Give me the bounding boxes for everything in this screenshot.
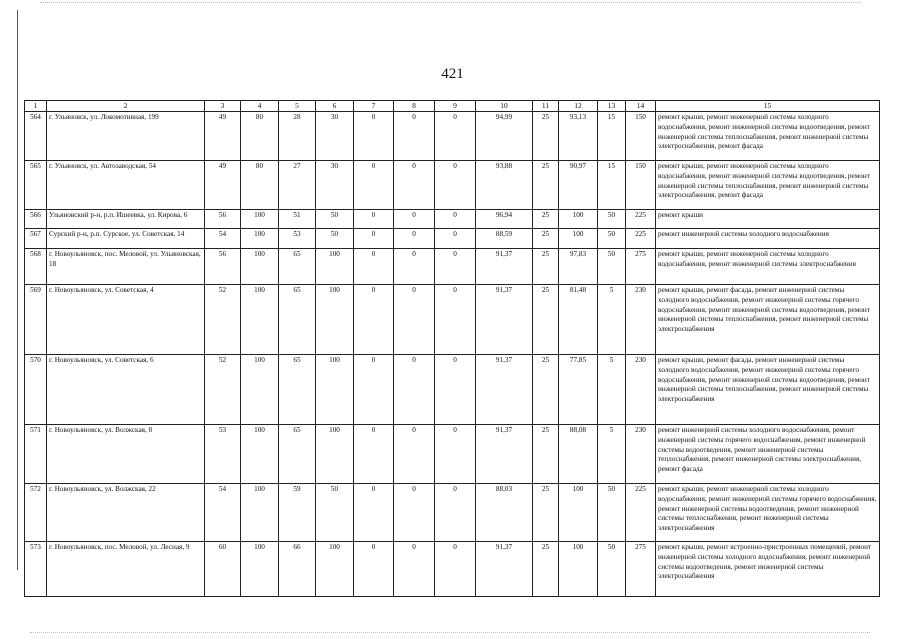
value-cell: 0 [435,425,476,484]
value-cell: 50 [316,484,354,542]
value-cell: 94,99 [476,112,533,161]
value-cell: 0 [394,112,435,161]
column-header: 5 [279,101,316,112]
value-cell: 100 [316,542,354,597]
column-header: 15 [656,101,880,112]
value-cell: 88,59 [476,229,533,249]
works-cell: ремонт инженерной системы холодного водоснабжения, ремонт инженерной системы горячего водоснабжения, ремонт инженерной системы водоотведения, ремонт инженерной системы теплоснабжения, ремонт инженерной системы электроснабжения, ремонт фасада [656,425,880,484]
value-cell: 0 [394,210,435,229]
value-cell: 25 [533,285,559,355]
address-cell: г. Новоульяновск, пос. Меловой, ул. Ульяновская, 18 [47,249,205,285]
works-cell: ремонт крыши, ремонт фасада, ремонт инженерной системы холодного водоснабжения, ремонт инженерной системы горячего водоснабжения, ремонт инженерной системы водоотведения, ремонт инженерной системы теплоснабжения, ремонт инженерной системы электроснабжения [656,285,880,355]
value-cell: 25 [533,249,559,285]
value-cell: 0 [394,542,435,597]
address-cell: г. Новоульяновск, ул. Советская, 4 [47,285,205,355]
works-cell: ремонт крыши [656,210,880,229]
value-cell: 96,94 [476,210,533,229]
value-cell: 225 [626,229,656,249]
value-cell: 52 [205,285,241,355]
value-cell: 50 [316,210,354,229]
value-cell: 0 [394,285,435,355]
row-number: 567 [25,229,47,249]
value-cell: 51 [279,210,316,229]
works-cell: ремонт крыши, ремонт инженерной системы холодного водоснабжения, ремонт инженерной системы электроснабжения [656,249,880,285]
value-cell: 90,97 [559,161,598,210]
value-cell: 25 [533,112,559,161]
table-row [25,484,880,542]
value-cell: 0 [354,249,394,285]
value-cell: 275 [626,249,656,285]
header-row [25,101,880,112]
value-cell: 77,85 [559,355,598,425]
value-cell: 100 [316,425,354,484]
value-cell: 54 [205,484,241,542]
value-cell: 0 [354,229,394,249]
row-number: 573 [25,542,47,597]
value-cell: 100 [241,542,279,597]
value-cell: 275 [626,542,656,597]
row-number: 571 [25,425,47,484]
value-cell: 230 [626,425,656,484]
value-cell: 56 [205,210,241,229]
address-cell: г. Новоульяновск, пос. Меловой, ул. Лесная, 9 [47,542,205,597]
column-header: 4 [241,101,279,112]
value-cell: 28 [279,112,316,161]
value-cell: 0 [435,355,476,425]
column-header: 6 [316,101,354,112]
value-cell: 81,48 [559,285,598,355]
column-header: 12 [559,101,598,112]
value-cell: 0 [435,542,476,597]
address-cell: г. Ульяновск, ул. Автозаводская, 54 [47,161,205,210]
column-header: 9 [435,101,476,112]
value-cell: 53 [279,229,316,249]
table-row [25,112,880,161]
value-cell: 5 [598,425,626,484]
row-number: 564 [25,112,47,161]
address-cell: г. Ульяновск, ул. Локомотивная, 199 [47,112,205,161]
value-cell: 100 [241,425,279,484]
value-cell: 93,13 [559,112,598,161]
value-cell: 91,37 [476,249,533,285]
row-number: 566 [25,210,47,229]
value-cell: 80 [241,112,279,161]
value-cell: 88,08 [559,425,598,484]
value-cell: 56 [205,249,241,285]
value-cell: 0 [354,161,394,210]
value-cell: 0 [354,484,394,542]
value-cell: 91,37 [476,425,533,484]
value-cell: 100 [559,542,598,597]
value-cell: 0 [435,210,476,229]
data-table [24,100,880,597]
value-cell: 150 [626,161,656,210]
column-header: 2 [47,101,205,112]
column-header: 13 [598,101,626,112]
column-header: 7 [354,101,394,112]
value-cell: 50 [316,229,354,249]
value-cell: 0 [435,161,476,210]
value-cell: 25 [533,542,559,597]
row-number: 569 [25,285,47,355]
value-cell: 0 [435,229,476,249]
value-cell: 5 [598,355,626,425]
value-cell: 27 [279,161,316,210]
table-row [25,285,880,355]
address-cell: г. Новоульяновск, ул. Волжская, 8 [47,425,205,484]
column-header: 8 [394,101,435,112]
value-cell: 15 [598,112,626,161]
value-cell: 100 [241,210,279,229]
row-number: 572 [25,484,47,542]
value-cell: 50 [598,484,626,542]
value-cell: 93,88 [476,161,533,210]
address-cell: Сурский р-н, р.п. Сурское, ул. Советская, 14 [47,229,205,249]
table-row [25,355,880,425]
works-cell: ремонт крыши, ремонт инженерной системы холодного водоснабжения, ремонт инженерной системы горячего водоснабжения, ремонт инженерной системы водоотведения, ремонт инженерной системы теплоснабжения, ремонт инженерной системы электроснабжения [656,484,880,542]
table-row [25,425,880,484]
value-cell: 0 [394,484,435,542]
value-cell: 0 [354,285,394,355]
value-cell: 0 [394,425,435,484]
value-cell: 65 [279,285,316,355]
value-cell: 100 [241,484,279,542]
value-cell: 25 [533,229,559,249]
row-number: 565 [25,161,47,210]
value-cell: 25 [533,484,559,542]
value-cell: 65 [279,425,316,484]
column-header: 11 [533,101,559,112]
column-header: 14 [626,101,656,112]
scan-edge-bottom [30,632,870,633]
scan-edge-top [40,2,860,3]
value-cell: 100 [316,355,354,425]
value-cell: 100 [316,249,354,285]
value-cell: 80 [241,161,279,210]
value-cell: 100 [241,249,279,285]
value-cell: 30 [316,161,354,210]
table-row [25,229,880,249]
value-cell: 53 [205,425,241,484]
value-cell: 25 [533,355,559,425]
page-number: 421 [441,66,464,82]
value-cell: 0 [435,285,476,355]
works-cell: ремонт крыши, ремонт инженерной системы холодного водоснабжения, ремонт инженерной системы водоотведения, ремонт инженерной системы теплоснабжения, ремонт инженерной системы электроснабжения, ремонт фасада [656,112,880,161]
works-cell: ремонт крыши, ремонт встроенно-пристроенных помещений, ремонт инженерной системы холодного водоснабжения, ремонт инженерной системы водоотведения, ремонт инженерной системы электроснабжения [656,542,880,597]
value-cell: 50 [598,249,626,285]
value-cell: 0 [354,425,394,484]
value-cell: 97,83 [559,249,598,285]
value-cell: 100 [559,210,598,229]
value-cell: 54 [205,229,241,249]
value-cell: 230 [626,285,656,355]
value-cell: 230 [626,355,656,425]
column-header: 10 [476,101,533,112]
value-cell: 25 [533,161,559,210]
address-cell: г. Новоульяновск, ул. Советская, 6 [47,355,205,425]
value-cell: 0 [354,542,394,597]
value-cell: 50 [598,542,626,597]
value-cell: 0 [354,355,394,425]
value-cell: 91,37 [476,542,533,597]
address-cell: Ульяновский р-н, р.п. Ишеевка, ул. Кирова, 6 [47,210,205,229]
value-cell: 91,37 [476,355,533,425]
value-cell: 50 [598,210,626,229]
value-cell: 0 [354,210,394,229]
table-row [25,161,880,210]
value-cell: 0 [394,355,435,425]
value-cell: 25 [533,425,559,484]
value-cell: 59 [279,484,316,542]
column-header: 3 [205,101,241,112]
value-cell: 25 [533,210,559,229]
value-cell: 88,03 [476,484,533,542]
table-row [25,249,880,285]
value-cell: 100 [241,285,279,355]
table-row [25,542,880,597]
table-row [25,210,880,229]
value-cell: 91,37 [476,285,533,355]
value-cell: 49 [205,161,241,210]
value-cell: 0 [394,249,435,285]
value-cell: 225 [626,484,656,542]
works-cell: ремонт крыши, ремонт инженерной системы холодного водоснабжения, ремонт инженерной системы водоотведения, ремонт инженерной системы теплоснабжения, ремонт инженерной системы электроснабжения, ремонт фасада [656,161,880,210]
value-cell: 30 [316,112,354,161]
value-cell: 5 [598,285,626,355]
works-cell: ремонт инженерной системы холодного водоснабжения [656,229,880,249]
value-cell: 52 [205,355,241,425]
value-cell: 15 [598,161,626,210]
value-cell: 100 [241,355,279,425]
value-cell: 65 [279,249,316,285]
value-cell: 100 [316,285,354,355]
value-cell: 65 [279,355,316,425]
value-cell: 100 [241,229,279,249]
value-cell: 50 [598,229,626,249]
row-number: 568 [25,249,47,285]
value-cell: 0 [394,229,435,249]
value-cell: 66 [279,542,316,597]
works-cell: ремонт крыши, ремонт фасада, ремонт инженерной системы холодного водоснабжения, ремонт инженерной системы горячего водоснабжения, ремонт инженерной системы водоотведения, ремонт инженерной системы теплоснабжения, ремонт инженерной системы электроснабжения [656,355,880,425]
address-cell: г. Новоульяновск, ул. Волжская, 22 [47,484,205,542]
value-cell: 60 [205,542,241,597]
value-cell: 150 [626,112,656,161]
value-cell: 100 [559,484,598,542]
value-cell: 100 [559,229,598,249]
column-header: 1 [25,101,47,112]
value-cell: 0 [394,161,435,210]
value-cell: 49 [205,112,241,161]
margin-rule [17,10,18,570]
value-cell: 0 [435,112,476,161]
value-cell: 225 [626,210,656,229]
value-cell: 0 [435,249,476,285]
value-cell: 0 [435,484,476,542]
row-number: 570 [25,355,47,425]
value-cell: 0 [354,112,394,161]
